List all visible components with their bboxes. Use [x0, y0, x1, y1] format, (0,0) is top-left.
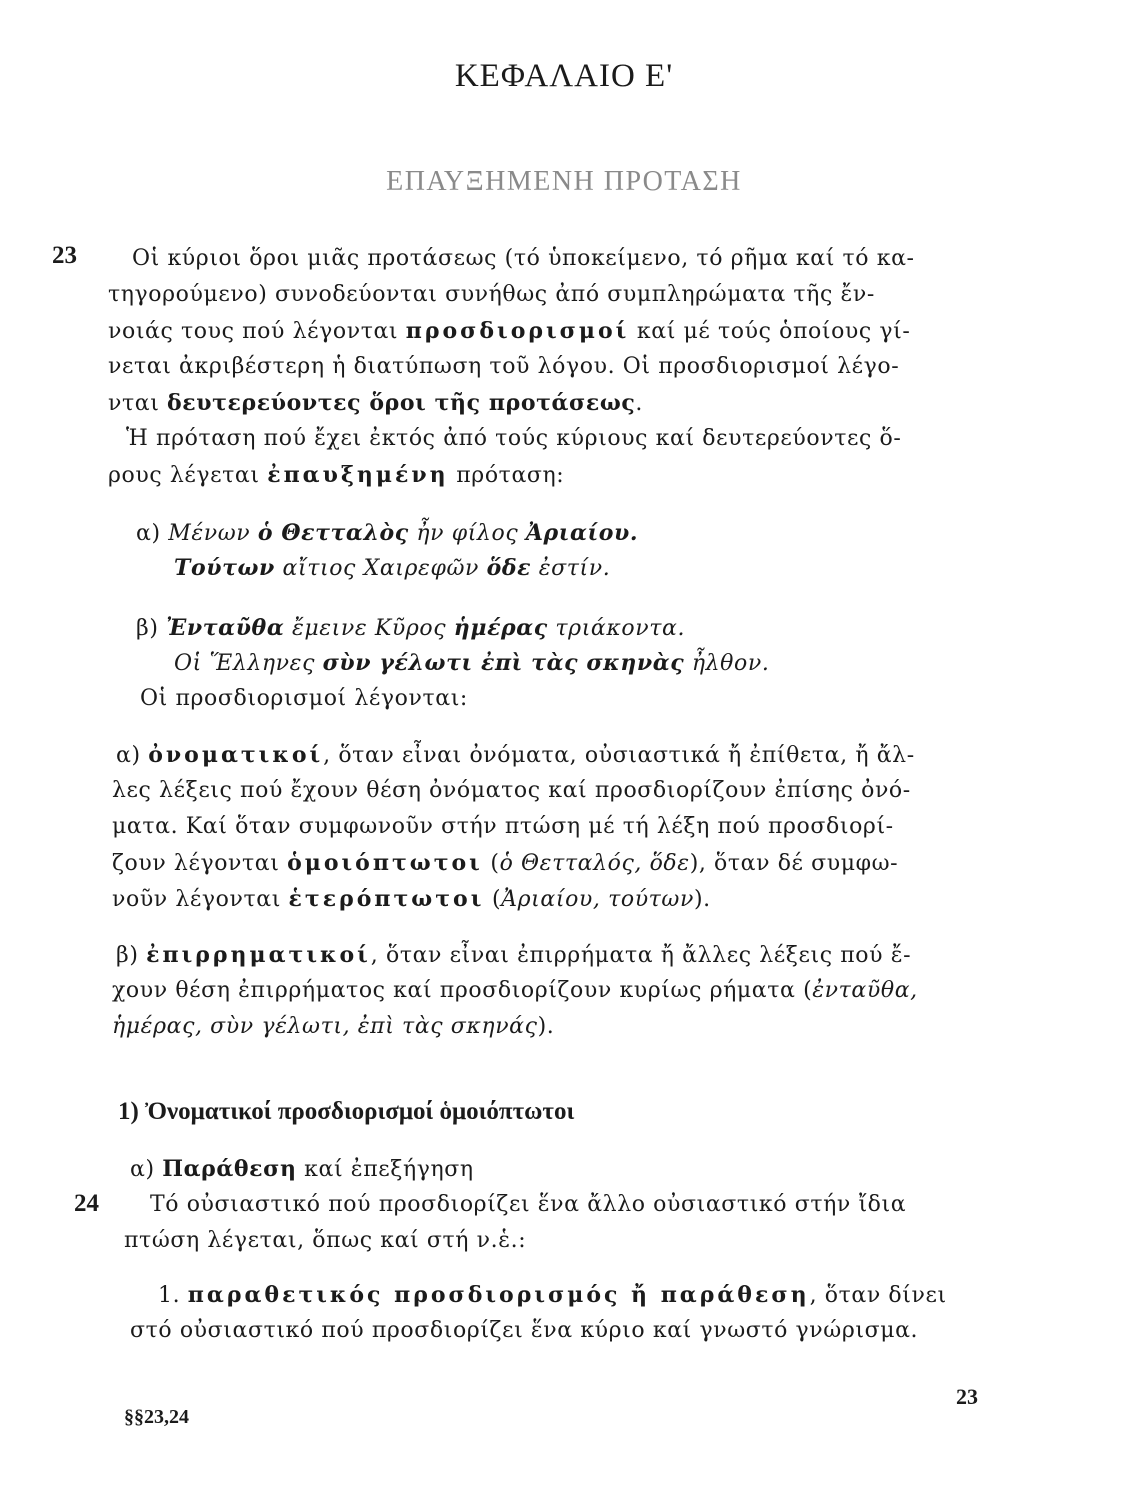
def-a-line-2: λες λέξεις πού ἔχουν θέση ὀνόματος καί προσδιορίζουν ἐπίσης ὀνό- [112, 778, 911, 803]
para23-line-3: νοιάς τους πού λέγονται προσδιορισμοί καί μέ τούς ὁποίους γί- [108, 318, 911, 344]
footer-section-reference: §§23,24 [124, 1406, 189, 1428]
term-omoioptotoi: ὁμοιόπτωτοι [287, 850, 483, 876]
def-a-line-1: α) ὀνοματικοί, ὅταν εἶναι ὀνόματα, οὐσιαστικά ἤ ἐπίθετα, ἤ ἄλ- [116, 742, 915, 768]
paragraph-number-24: 24 [74, 1190, 99, 1217]
term-eteroptotoi: ἑτερόπτωτοι [288, 886, 485, 912]
section-title: ΕΠΑΥΞΗΜΕΝΗ ΠΡΟΤΑΣΗ [386, 166, 742, 197]
def-b-line-2: χουν θέση ἐπιρρήματος καί προσδιορίζουν κυρίως ρήματα (ἐνταῦθα, [112, 978, 918, 1003]
page-number: 23 [956, 1384, 978, 1409]
example-b-line-2: Οἱ Ἕλληνες σὺν γέλωτι ἐπὶ τὰς σκηνὰς ἦλθον. [174, 650, 770, 676]
section-heading-1: 1) Ὀνοματικοί προσδιορισμοί ὁμοιόπτωτοι [118, 1098, 575, 1125]
chapter-title: ΚΕΦΑΛΑΙΟ Ε' [454, 58, 674, 94]
para23-line-7: ρους λέγεται ἐπαυξημένη πρόταση: [108, 462, 565, 488]
para24-line-1: Τό οὐσιαστικό πού προσδιορίζει ἕνα ἄλλο οὐσιαστικό στήν ἴδια [150, 1192, 907, 1217]
term-prosdiorismoi: προσδιορισμοί [405, 318, 630, 344]
def-b-line-1: β) ἐπιρρηματικοί, ὅταν εἶναι ἐπιρρήματα ἤ ἄλλες λέξεις πού ἔ- [116, 942, 912, 968]
para24-line-3: 1. παραθετικός προσδιορισμός ἤ παράθεση, ὅταν δίνει [158, 1282, 947, 1308]
example-a-line-2: Τούτων αἴτιος Χαιρεφῶν ὅδε ἐστίν. [174, 555, 611, 581]
def-a-line-5: νοῦν λέγονται ἑτερόπτωτοι (Ἀριαίου, τούτων). [112, 886, 711, 912]
para24-line-2: πτώση λέγεται, ὅπως καί στή ν.ἑ.: [124, 1228, 527, 1253]
def-a-line-3: ματα. Καί ὅταν συμφωνοῦν στήν πτώση μέ τή λέξη πού προσδιορί- [112, 814, 894, 839]
term-onomatikoi: ὀνοματικοί [148, 742, 324, 768]
example-b-line-1: β) Ἐνταῦθα ἔμεινε Κῦρος ἡμέρας τριάκοντα. [136, 615, 686, 641]
paragraph-number-23: 23 [52, 242, 77, 269]
para23-line-5: νται δευτερεύοντες ὅροι τῆς προτάσεως. [108, 390, 643, 416]
def-b-line-3: ἡμέρας, σὺν γέλωτι, ἐπὶ τὰς σκηνάς). [112, 1014, 555, 1039]
para23-line-2: τηγορούμενο) συνοδεύονται συνήθως ἀπό συμπληρώματα τῆς ἔν- [108, 282, 875, 307]
term-secondary-terms: δευτερεύοντες ὅροι τῆς προτάσεως [167, 390, 636, 416]
def-a-line-4: ζουν λέγονται ὁμοιόπτωτοι (ὁ Θετταλός, ὅδε), ὅταν δέ συμφω- [112, 850, 899, 876]
subheading-a: α) Παράθεση καί ἐπεξήγηση [130, 1156, 474, 1182]
example-a-line-1: α) Μένων ὁ Θετταλὸς ἦν φίλος Ἀριαίου. [136, 520, 639, 546]
term-epirrimatikoi: ἐπιρρηματικοί [146, 942, 371, 968]
term-epauxhmenh: ἐπαυξημένη [267, 462, 449, 488]
para23-line-6: Ἡ πρόταση πού ἔχει ἐκτός ἀπό τούς κύριους καί δευτερεύοντες ὅ- [126, 426, 902, 451]
term-parathesi: παραθετικός προσδιορισμός ἤ παράθεση [187, 1282, 810, 1308]
determiners-intro: Οἱ προσδιορισμοί λέγονται: [140, 686, 468, 711]
para23-line-1: Οἱ κύριοι ὅροι μιᾶς προτάσεως (τό ὑποκείμενο, τό ρῆμα καί τό κα- [132, 246, 915, 271]
para23-line-4: νεται ἀκριβέστερη ἡ διατύπωση τοῦ λόγου. Οἱ προσδιορισμοί λέγο- [108, 354, 900, 379]
para24-line-4: στό οὐσιαστικό πού προσδιορίζει ἕνα κύριο καί γνωστό γνώρισμα. [130, 1318, 919, 1343]
